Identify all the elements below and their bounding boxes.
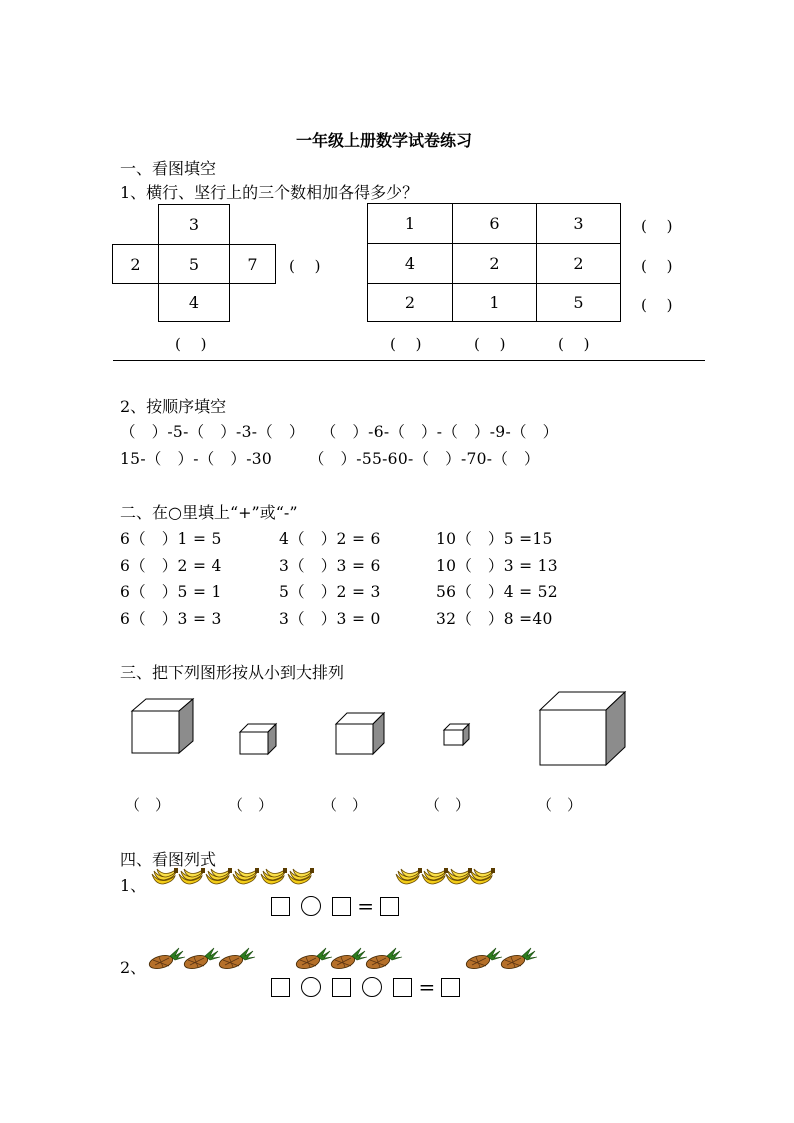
- cube-answer-1[interactable]: （ ）: [125, 796, 171, 814]
- pineapple-icon: [218, 948, 255, 971]
- cube-answer-3[interactable]: （ ）: [322, 796, 368, 814]
- pineapple-icon: [465, 948, 502, 971]
- divider-line: [113, 360, 705, 361]
- equals-sign: =: [357, 894, 375, 918]
- exercise-item[interactable]: 6（ ）1 = 5: [120, 530, 222, 548]
- exercise-item[interactable]: 32（ ）8 =40: [436, 610, 553, 628]
- pineapple-icon: [330, 948, 367, 971]
- cross-row-answer[interactable]: ( ): [289, 257, 321, 275]
- pineapple-icon: [365, 948, 402, 971]
- answer-box[interactable]: [393, 978, 412, 997]
- exercise-item[interactable]: 3（ ）3 = 6: [279, 557, 381, 575]
- q2-text: 2、按顺序填空: [120, 397, 227, 416]
- banana-icon: [422, 868, 448, 884]
- cube-answer-4[interactable]: （ ）: [425, 796, 471, 814]
- cube-small: [240, 724, 276, 754]
- operator-circle[interactable]: [362, 977, 382, 997]
- answer-box[interactable]: [332, 978, 351, 997]
- grid-row1-answer[interactable]: ( ): [641, 217, 673, 235]
- q1-text: 1、横行、坚行上的三个数相加各得多少？: [120, 183, 419, 202]
- section3-heading: 三、把下列图形按从小到大排列: [120, 663, 345, 682]
- cube-smallest: [444, 724, 469, 745]
- banana-icon: [288, 868, 314, 884]
- section2-heading: 二、在○里填上“+”或“-”: [120, 503, 298, 522]
- exercise-item[interactable]: 5（ ）2 = 3: [279, 583, 381, 601]
- cube-medium: [336, 713, 384, 754]
- banana-icon: [261, 868, 287, 884]
- banana-icon: [446, 868, 472, 884]
- section4-heading: 四、看图列式: [120, 850, 217, 869]
- operator-circle[interactable]: [301, 977, 321, 997]
- exercise-item[interactable]: 6（ ）5 = 1: [120, 583, 222, 601]
- banana-group: [0, 862, 794, 892]
- grid-row3-answer[interactable]: ( ): [641, 296, 673, 314]
- grid-cell: 1: [452, 283, 537, 322]
- cross-bottom: 4: [158, 283, 230, 322]
- cube-answer-2[interactable]: （ ）: [228, 796, 274, 814]
- cross-col-answer[interactable]: ( ): [175, 335, 207, 353]
- exercise-item[interactable]: 10（ ）3 = 13: [436, 557, 558, 575]
- page-title: 一年级上册数学试卷练习: [296, 131, 473, 150]
- banana-icon: [233, 868, 259, 884]
- exercise-item[interactable]: 10（ ）5 =15: [436, 530, 553, 548]
- answer-box[interactable]: [332, 897, 351, 916]
- sequence-line-2[interactable]: 15-（ ）-（ ）-30 （ ）-55-60-（ ）-70-（ ）: [120, 450, 540, 468]
- cross-left: 2: [112, 244, 159, 284]
- equation-1: [271, 894, 399, 918]
- banana-icon: [206, 868, 232, 884]
- banana-icon: [396, 868, 422, 884]
- grid-cell: 6: [452, 203, 537, 244]
- equation-2: [271, 975, 460, 999]
- grid-cell: 2: [452, 243, 537, 284]
- cubes-figure: [0, 685, 794, 805]
- grid-cell: 5: [536, 283, 621, 322]
- cube-answer-5[interactable]: （ ）: [537, 796, 583, 814]
- grid-col3-answer[interactable]: ( ): [558, 335, 590, 353]
- pineapple-icon: [295, 948, 332, 971]
- grid-cell: 4: [367, 243, 453, 284]
- grid-cell: 1: [367, 203, 453, 244]
- cube-medium-large: [132, 699, 193, 753]
- exercise-item[interactable]: 6（ ）3 = 3: [120, 610, 222, 628]
- sequence-line-1[interactable]: （ ）-5-（ ）-3-（ ） （ ）-6-（ ）-（ ）-9-（ ）: [120, 423, 559, 441]
- grid-cell: 3: [536, 203, 621, 244]
- cross-top: 3: [158, 204, 230, 245]
- exercise-item[interactable]: 6（ ）2 = 4: [120, 557, 222, 575]
- equals-sign: =: [418, 975, 436, 999]
- banana-icon: [179, 868, 205, 884]
- exercise-item[interactable]: 4（ ）2 = 6: [279, 530, 381, 548]
- answer-box[interactable]: [271, 897, 290, 916]
- operator-circle[interactable]: [301, 896, 321, 916]
- cross-center: 5: [158, 244, 230, 284]
- cube-large: [540, 692, 625, 765]
- q4-1-label: 1、: [120, 876, 147, 895]
- grid-col1-answer[interactable]: ( ): [390, 335, 422, 353]
- pineapple-icon: [500, 948, 537, 971]
- cross-right: 7: [229, 244, 276, 284]
- grid-cell: 2: [536, 243, 621, 284]
- pineapple-icon: [148, 948, 185, 971]
- pineapple-icon: [183, 948, 220, 971]
- answer-box[interactable]: [271, 978, 290, 997]
- pineapple-group: [0, 944, 794, 974]
- answer-box[interactable]: [441, 978, 460, 997]
- grid-cell: 2: [367, 283, 453, 322]
- section1-heading: 一、看图填空: [120, 159, 217, 178]
- grid-col2-answer[interactable]: ( ): [474, 335, 506, 353]
- grid-row2-answer[interactable]: ( ): [641, 257, 673, 275]
- banana-icon: [152, 868, 178, 884]
- q4-2-label: 2、: [120, 958, 147, 977]
- exercise-item[interactable]: 56（ ）4 = 52: [436, 583, 558, 601]
- banana-icon: [469, 868, 495, 884]
- exercise-item[interactable]: 3（ ）3 = 0: [279, 610, 381, 628]
- answer-box[interactable]: [380, 897, 399, 916]
